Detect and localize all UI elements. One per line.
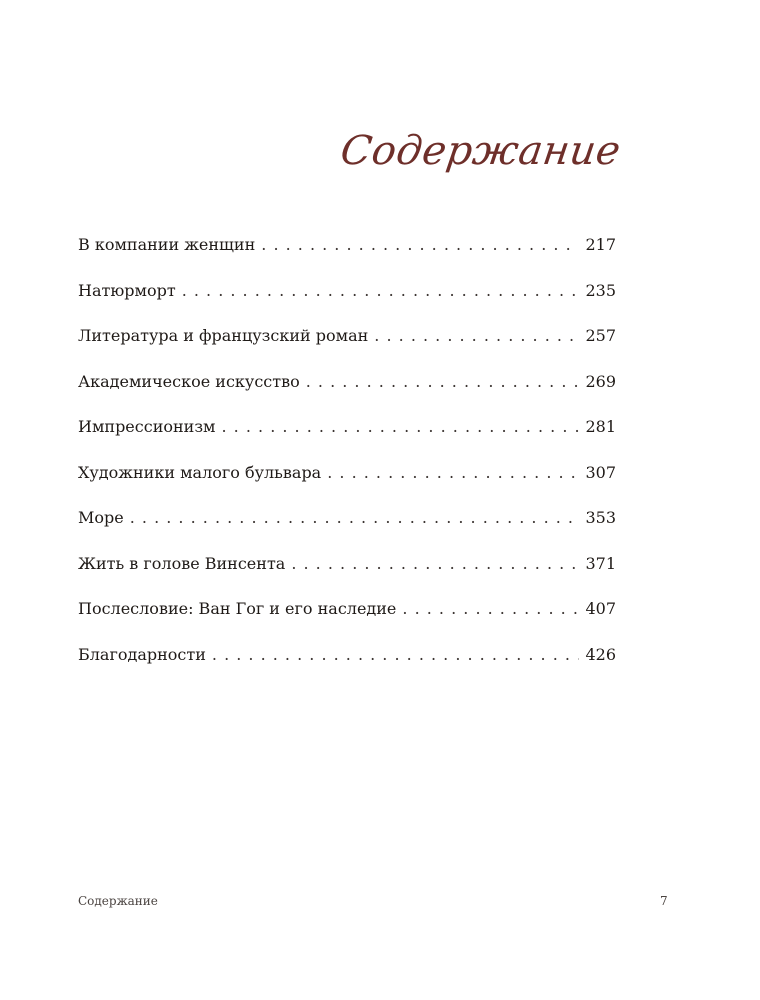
toc-entry-page: 426: [585, 644, 616, 664]
page-title: Содержание: [337, 128, 624, 174]
toc-entry-page: 407: [585, 599, 616, 618]
toc-leader-dots: [222, 410, 580, 444]
toc-leader-dots: [291, 547, 579, 581]
running-footer-title: Содержание: [78, 894, 158, 908]
toc-entry-page: 257: [585, 326, 616, 345]
toc-entry-title: Море: [78, 508, 124, 527]
toc-entry-title: Послесловие: Ван Гог и его наследие: [78, 599, 397, 618]
toc-entry-title: Художники малого бульвара: [78, 462, 322, 482]
toc-entry: [78, 319, 616, 365]
toc-entry-page: 217: [585, 235, 616, 254]
toc-entry-title: Натюрморт: [78, 280, 176, 300]
toc-leader-dots: [327, 456, 579, 490]
toc-leader-dots: [182, 274, 580, 308]
table-of-contents: [78, 228, 616, 683]
toc-entry-title: Благодарности: [78, 644, 206, 664]
toc-entry-title: Импрессионизм: [78, 417, 216, 436]
toc-entry: [78, 547, 616, 593]
toc-entry: [78, 228, 616, 274]
page-number: 7: [660, 894, 668, 908]
toc-entry-page: 235: [585, 280, 616, 300]
toc-leader-dots: [402, 592, 579, 626]
toc-entry: [78, 501, 616, 547]
toc-leader-dots: [306, 365, 580, 399]
toc-entry-title: Академическое искусство: [78, 371, 300, 391]
toc-leader-dots: [212, 638, 580, 672]
toc-entry: [78, 365, 616, 411]
toc-entry-title: Литература и французский роман: [78, 326, 369, 345]
toc-entry-page: 371: [585, 553, 616, 573]
toc-entry: [78, 456, 616, 502]
toc-entry-page: 281: [585, 417, 616, 436]
toc-entry-page: 269: [585, 371, 616, 391]
toc-entry: [78, 592, 616, 638]
toc-entry: [78, 410, 616, 456]
toc-entry: [78, 274, 616, 320]
toc-entry-title: Жить в голове Винсента: [78, 553, 286, 573]
toc-leader-dots: [130, 501, 580, 535]
toc-entry-title: В компании женщин: [78, 235, 256, 254]
toc-entry-page: 307: [585, 462, 616, 482]
toc-entry-page: 353: [585, 508, 616, 527]
toc-leader-dots: [261, 228, 579, 262]
toc-leader-dots: [374, 319, 579, 353]
toc-entry: [78, 638, 616, 684]
